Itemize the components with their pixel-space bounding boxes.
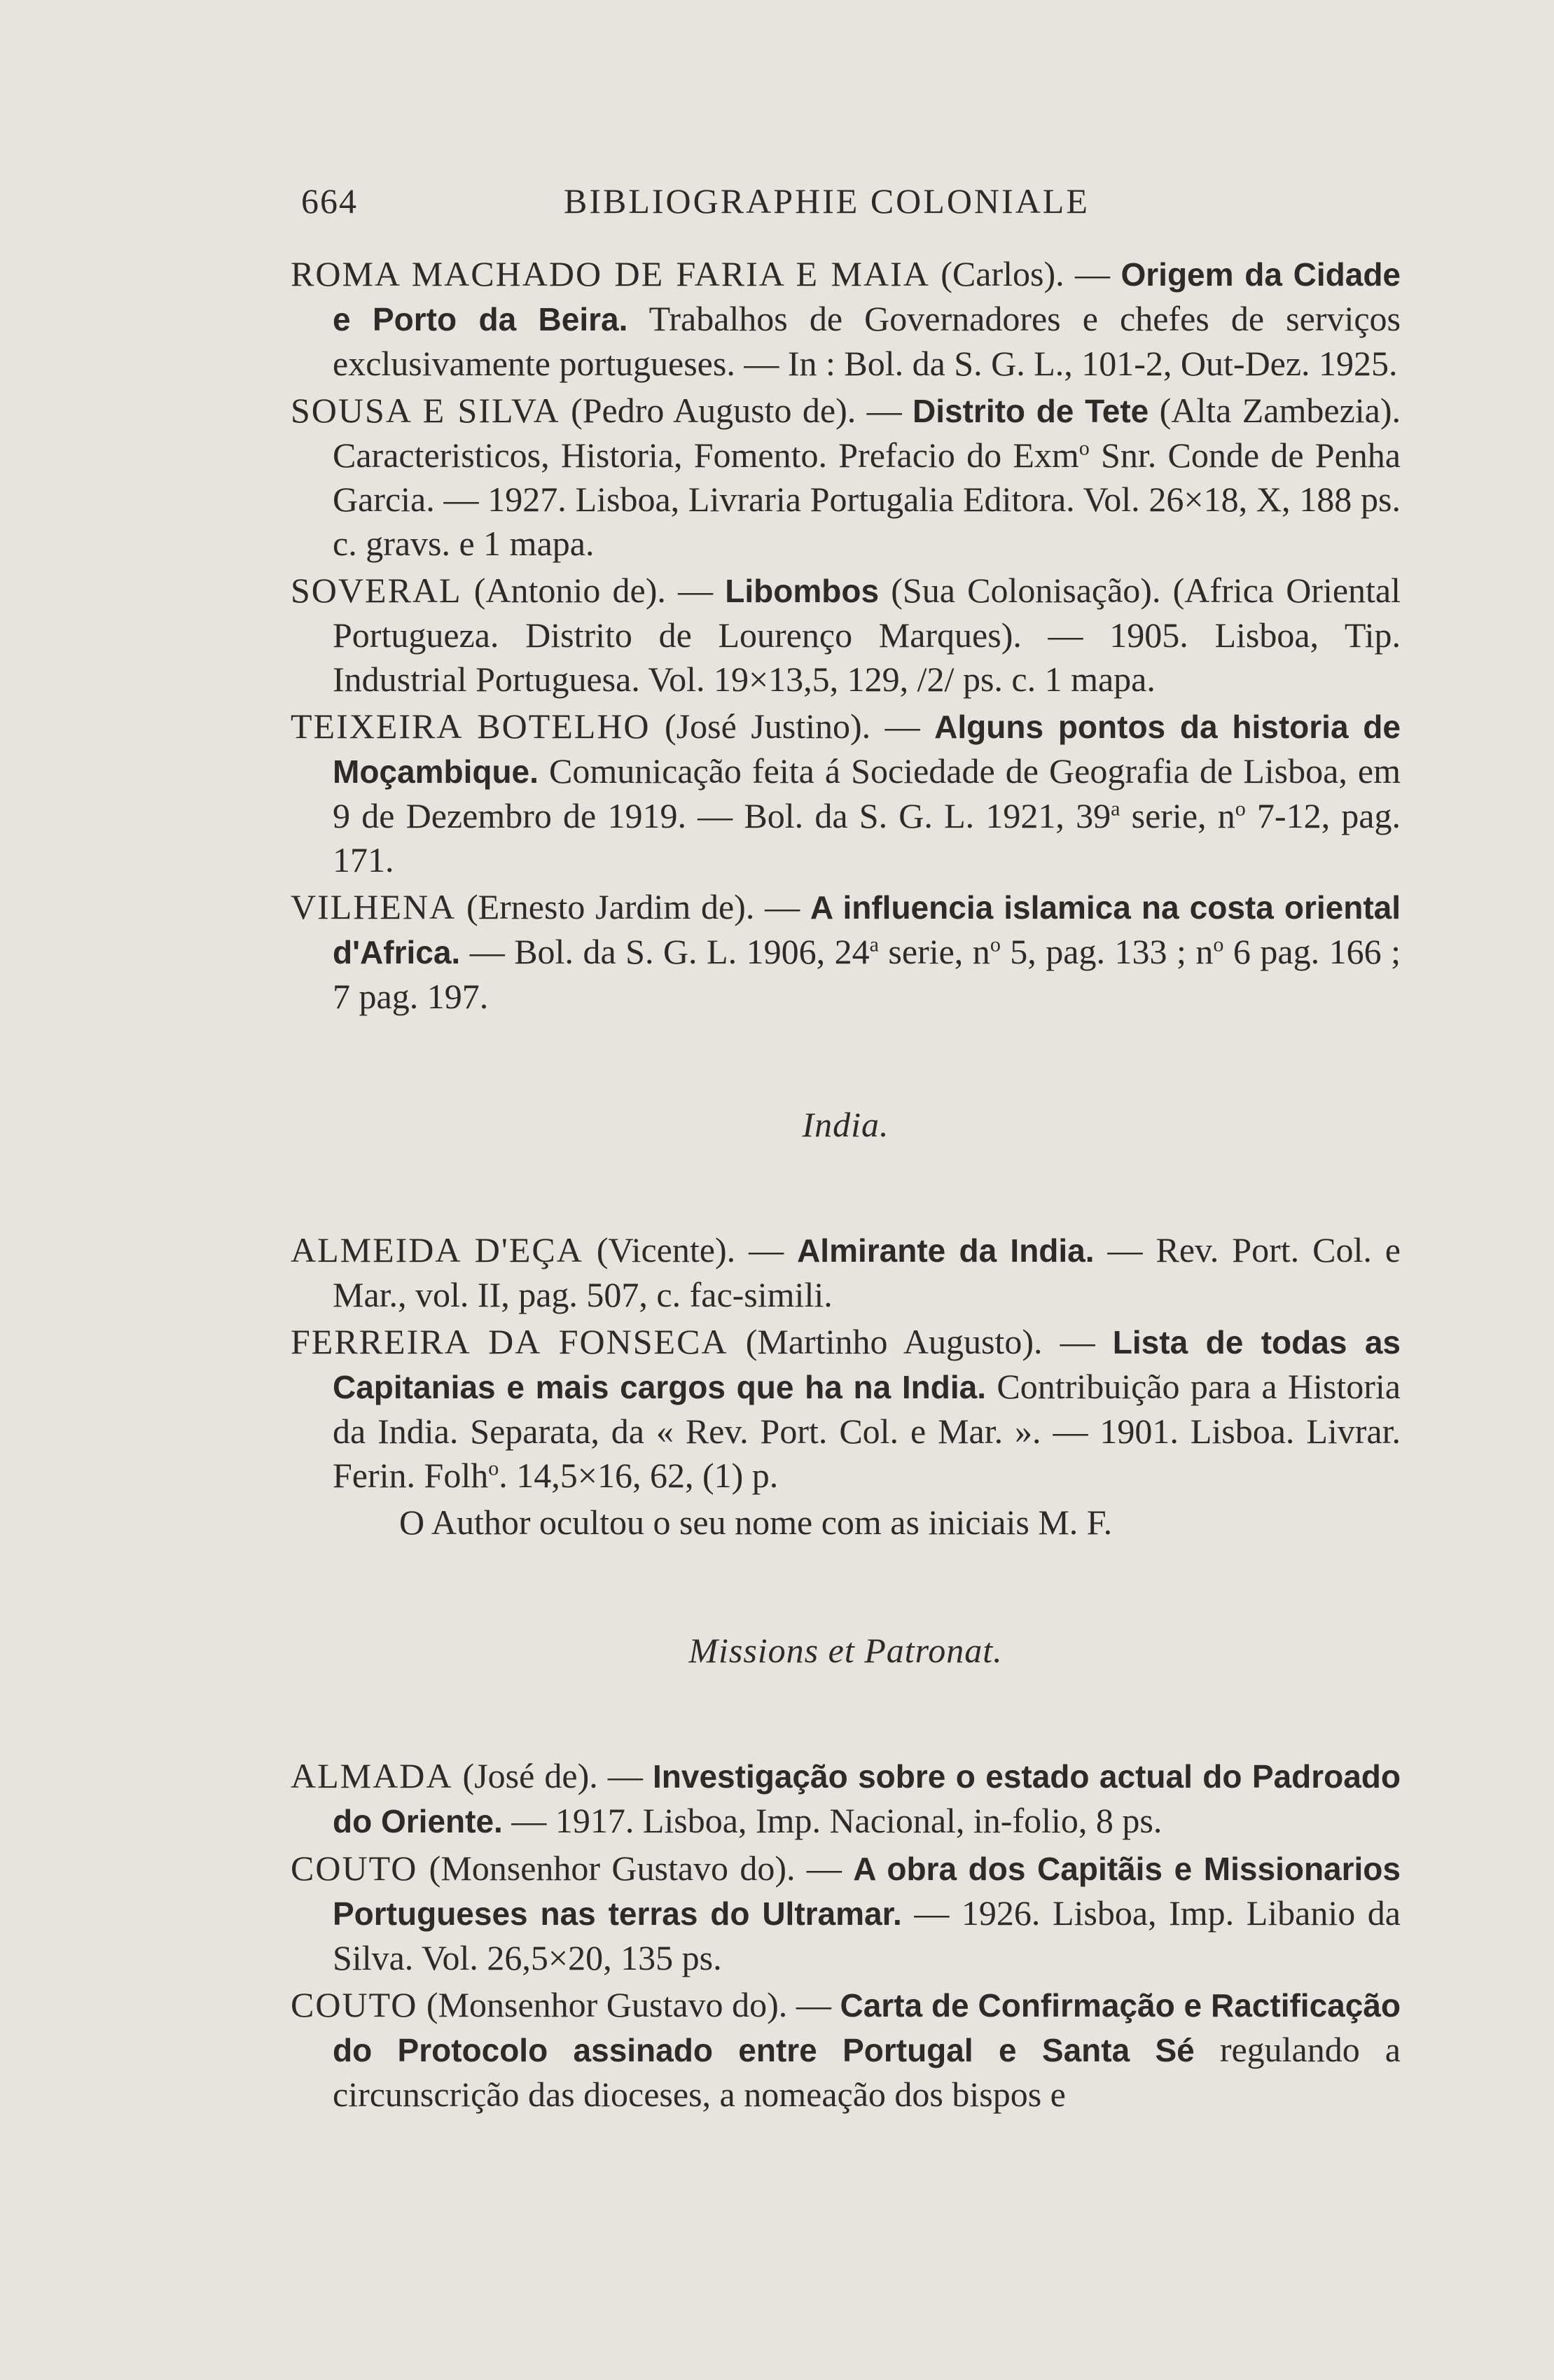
bibliography-entry	[291, 1846, 1401, 1980]
section-heading-india: India.	[802, 1105, 889, 1144]
entry-text: (Alta Zambezia). Caracteristicos, Historia, Fomento. Prefacio do Exm	[333, 391, 1401, 475]
entry-text: — Rev. Port. Col. e Mar., vol. II, pag. 507, c. fac-simili.	[333, 1230, 1401, 1314]
entry-text: (Martinho Augusto). —	[728, 1322, 1113, 1361]
running-title: BIBLIOGRAPHIE COLONIALE	[564, 181, 1090, 221]
entry-work-title: A influencia islamica na costa oriental d'Africa.	[333, 889, 1401, 970]
entry-text: (José de). —	[452, 1756, 653, 1795]
superscript: o	[1235, 797, 1246, 821]
entry-text: — 1926. Lisboa, Imp. Libanio da Silva. Vol. 26,5×20, 135 ps.	[333, 1893, 1401, 1977]
bibliography-entry	[291, 704, 1401, 882]
entry-text: (Monsenhor Gustavo do). —	[417, 1849, 854, 1888]
entry-text: — Bol. da S. G. L. 1906, 24	[460, 932, 870, 971]
entry-text: Snr. Conde de Penha Garcia. — 1927. Lisboa, Livraria Portugalia Editora. Vol. 26×18, X, 188 ps. c. gravs. e 1 mapa.	[333, 436, 1401, 563]
entry-text: (Ernesto Jardim de). —	[456, 887, 810, 926]
entry-text: (Carlos). —	[929, 254, 1121, 293]
entry-author: COUTO	[291, 1985, 418, 2024]
bibliography-entry	[291, 1228, 1401, 1317]
entry-work-title: Carta de Confirmação e Ractificação do Protocolo assinado entre Portugal e Santa Sé	[333, 1987, 1401, 2068]
page-number: 664	[301, 181, 358, 221]
entry-text: (Sua Colonisação). (Africa Oriental Portugueza. Distrito de Lourenço Marques). — 1905. Lisboa, Tip. Industrial Portuguesa. Vol. 19×13,5, 129, /2/ ps. c. 1 mapa.	[333, 571, 1401, 699]
entry-text: Trabalhos de Governadores e chefes de serviços exclusivamente portugueses. — In : Bol. da S. G. L., 101-2, Out-Dez. 1925.	[333, 299, 1401, 383]
entry-text: (José Justino). —	[650, 707, 935, 746]
entry-text: Comunicação feita á Sociedade de Geografia de Lisboa, em 9 de Dezembro de 1919. — Bol. da S. G. L. 1921, 39	[333, 751, 1401, 835]
entry-author: VILHENA	[291, 887, 457, 926]
entry-text: serie, n	[1120, 796, 1235, 835]
bibliography-entry	[291, 569, 1401, 702]
entry-text: 6 pag. 166 ; 7 pag. 197.	[333, 932, 1401, 1016]
entry-text: 7-12, pag. 171.	[333, 796, 1401, 879]
entry-text: (Monsenhor Gustavo do). —	[417, 1985, 840, 2024]
entry-work-title: Almirante da India.	[797, 1232, 1095, 1269]
superscript: o	[990, 933, 1001, 956]
superscript: a	[1111, 797, 1121, 821]
entry-author: SOVERAL	[291, 571, 462, 610]
entry-text: . 14,5×16, 62, (1) p.	[499, 1456, 779, 1495]
entry-author: FERREIRA DA FONSECA	[291, 1322, 728, 1361]
entry-text: 5, pag. 133 ; n	[1000, 932, 1214, 971]
entry-author: TEIXEIRA BOTELHO	[291, 707, 651, 746]
entry-author: SOUSA E SILVA	[291, 391, 560, 430]
entry-author: COUTO	[291, 1849, 418, 1888]
entry-work-title: Libombos	[725, 573, 880, 609]
entry-work-title: Alguns pontos da historia de Moçambique.	[333, 709, 1401, 790]
bibliography-entry	[291, 885, 1401, 1019]
entry-work-title: A obra dos Capitãis e Missionarios Portugueses nas terras do Ultramar.	[333, 1851, 1401, 1932]
entry-work-title: Origem da Cidade e Porto da Beira.	[333, 256, 1401, 337]
entry-author: ROMA MACHADO DE FARIA E MAIA	[291, 254, 930, 293]
entry-author: ALMADA	[291, 1756, 453, 1795]
entry-text: — 1917. Lisboa, Imp. Nacional, in-folio, 8 ps.	[502, 1801, 1163, 1840]
bibliography-entry	[291, 1320, 1401, 1498]
bibliography-entry	[291, 1754, 1401, 1844]
entry-text: (Pedro Augusto de). —	[560, 391, 913, 430]
bibliography-entry	[291, 1983, 1401, 2117]
entry-work-title: Lista de todas as Capitanias e mais cargos que ha na India.	[333, 1324, 1401, 1405]
superscript: o	[1078, 436, 1090, 460]
superscript: a	[869, 933, 879, 956]
entry-text: (Vicente). —	[583, 1230, 798, 1269]
entry-work-title: Investigação sobre o estado actual do Padroado do Oriente.	[333, 1758, 1401, 1839]
superscript: o	[488, 1456, 499, 1480]
entry-text: Contribuição para a Historia da India. Separata, da « Rev. Port. Col. e Mar. ». — 1901. Lisboa. Livrar. Ferin. Folh	[333, 1367, 1401, 1495]
superscript: o	[1213, 933, 1224, 956]
entry-text: (Antonio de). —	[462, 571, 726, 610]
bibliography-entry	[291, 389, 1401, 566]
entry-author: ALMEIDA D'EÇA	[291, 1230, 583, 1269]
entry-text: regulando a circunscrição das dioceses, a nomeação dos bispos e	[333, 2030, 1401, 2114]
bibliography-entry	[291, 252, 1401, 386]
page-body	[291, 252, 1401, 2120]
entry-note: O Author ocultou o seu nome com as iniciais M. F.	[399, 1503, 1113, 1542]
entry-text: serie, n	[878, 932, 990, 971]
section-heading-missions: Missions et Patronat.	[688, 1631, 1003, 1670]
entry-work-title: Distrito de Tete	[913, 393, 1149, 429]
